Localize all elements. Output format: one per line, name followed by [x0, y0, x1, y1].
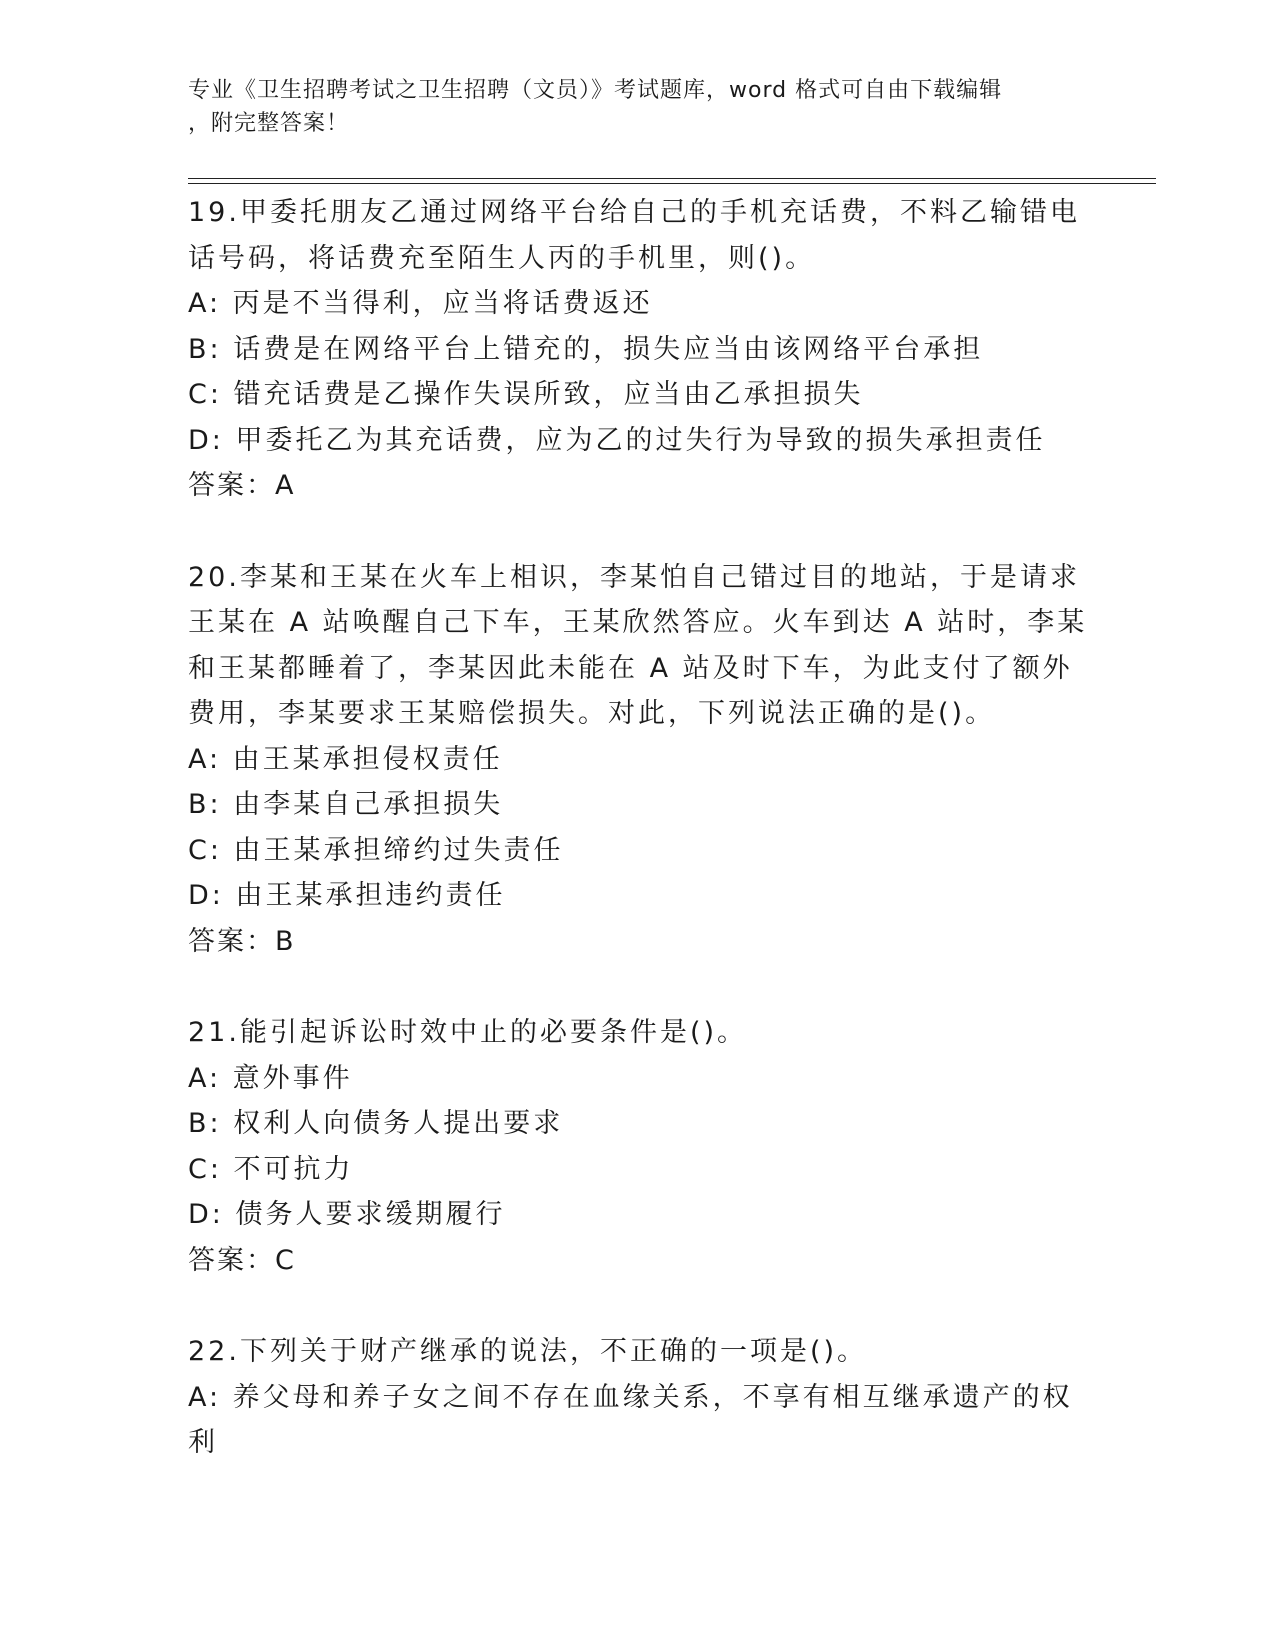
option-a: A: 由王某承担侵权责任: [188, 743, 503, 775]
option-c: C: 由王某承担缔约过失责任: [188, 834, 564, 866]
option-d: D: 甲委托乙为其充话费，应为乙的过失行为导致的损失承担责任: [188, 424, 1046, 456]
option-a: A: 丙是不当得利，应当将话费返还: [188, 288, 653, 319]
answer-value: C: [275, 1244, 295, 1276]
option-d: D: 债务人要求缓期履行: [188, 1199, 506, 1230]
option-b: B: 权利人向债务人提出要求: [188, 1108, 564, 1139]
header-divider-top: [188, 178, 1156, 179]
answer-label: 答案：: [188, 1244, 275, 1276]
answer-line: [188, 919, 1088, 965]
document-header: [188, 74, 1068, 140]
question-text: 20.李某和王某在火车上相识，李某怕自己错过目的地站，于是请求王某在 A 站唤醒自己下车，王某欣然答应。火车到达 A 站时，李某和王某都睡着了，李某因此未能在 A 站及时下车，为此支付了额外费用，李某要求王某赔偿损失。对此，下列说法正确的是()。: [188, 561, 1088, 729]
question-19: [188, 190, 1088, 509]
question-text: 22.下列关于财产继承的说法，不正确的一项是()。: [188, 1336, 868, 1367]
question-21: [188, 1010, 1088, 1283]
option-a: A: 意外事件: [188, 1062, 353, 1094]
answer-label: 答案：: [188, 925, 275, 957]
option-a: A: 养父母和养子女之间不存在血缘关系，不享有相互继承遗产的权利: [188, 1381, 1073, 1458]
answer-value: B: [275, 925, 295, 957]
option-b: B: 由李某自己承担损失: [188, 789, 504, 820]
question-text: 21.能引起诉讼时效中止的必要条件是()。: [188, 1017, 748, 1048]
answer-value: A: [275, 470, 295, 501]
option-c: C: 不可抗力: [188, 1153, 354, 1185]
answer-line: [188, 1238, 1088, 1284]
question-22: [188, 1329, 1088, 1466]
header-divider-bottom: [188, 183, 1156, 184]
answer-line: [188, 463, 1088, 509]
header-line-2: ，附完整答案！: [188, 111, 350, 136]
option-c: C: 错充话费是乙操作失误所致，应当由乙承担损失: [188, 379, 864, 410]
question-20: [188, 555, 1088, 965]
option-d: D: 由王某承担违约责任: [188, 880, 506, 911]
option-b: B: 话费是在网络平台上错充的，损失应当由该网络平台承担: [188, 333, 984, 365]
question-list: [188, 190, 1088, 1512]
header-line-1: 专业《卫生招聘考试之卫生招聘（文员）》考试题库，word 格式可自由下载编辑: [188, 78, 1003, 103]
answer-label: 答案：: [188, 470, 275, 501]
question-text: 19.甲委托朋友乙通过网络平台给自己的手机充话费，不料乙输错电话号码，将话费充至陌生人丙的手机里，则()。: [188, 197, 1080, 274]
